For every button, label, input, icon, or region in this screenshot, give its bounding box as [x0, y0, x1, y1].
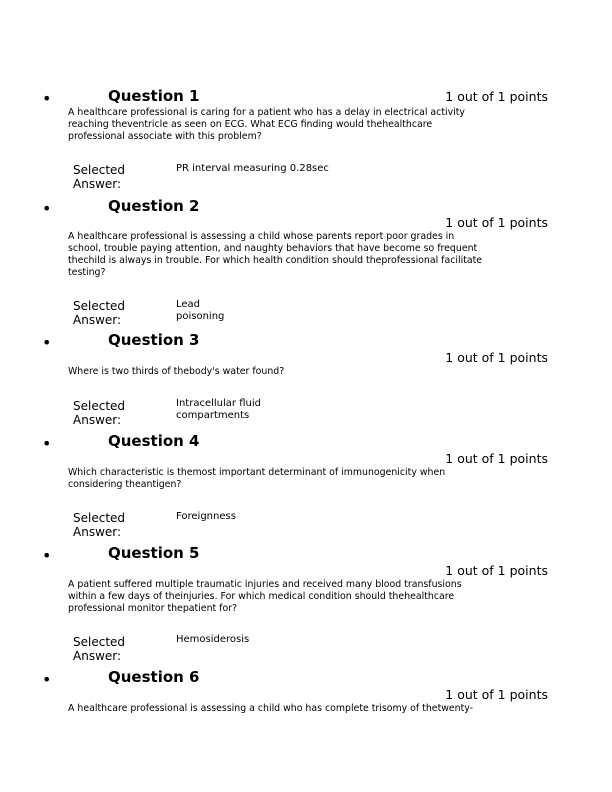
- question-points: 1 out of 1 points: [445, 215, 548, 230]
- question-points: 1 out of 1 points: [445, 89, 548, 104]
- bullet: •: [42, 546, 52, 565]
- bullet: •: [42, 89, 52, 108]
- question-text-line: testing?: [68, 267, 106, 278]
- question-title: Question 5: [108, 544, 200, 562]
- question-text: [68, 107, 518, 143]
- question-title: Question 3: [108, 331, 200, 349]
- bullet: •: [42, 333, 52, 352]
- question-title: Question 6: [108, 668, 200, 686]
- bullet: •: [42, 199, 52, 218]
- selected-answer-label: Selected Answer:: [73, 511, 126, 539]
- selected-answer: Hemosiderosis: [176, 634, 250, 645]
- question-points: 1 out of 1 points: [445, 350, 548, 365]
- question-text-line: A healthcare professional is assessing a child who has complete trisomy of thetwenty-: [68, 703, 474, 714]
- question-text: [68, 366, 518, 378]
- question-points: 1 out of 1 points: [445, 563, 548, 578]
- question-text-line: professional monitor thepatient for?: [68, 603, 238, 614]
- question-text: [68, 467, 518, 491]
- question-text-line: A healthcare professional is assessing a child whose parents report poor grades in: [68, 231, 455, 242]
- question-text-line: A healthcare professional is caring for a patient who has a delay in electrical activity: [68, 107, 465, 118]
- selected-answer-label: Selected Answer:: [73, 163, 126, 191]
- selected-answer: PR interval measuring 0.28sec: [176, 163, 329, 174]
- bullet: •: [42, 670, 52, 689]
- question-text-line: thechild is always in trouble. For which health condition should theprofessional facilitate: [68, 255, 483, 266]
- question-title: Question 4: [108, 432, 200, 450]
- question-text-line: A patient suffered multiple traumatic injuries and received many blood transfusions: [68, 579, 462, 590]
- selected-answer: Foreignness: [176, 511, 236, 522]
- question-text-line: Where is two thirds of thebody's water found?: [68, 366, 285, 377]
- selected-answer: Intracellular fluid compartments: [176, 398, 261, 421]
- question-text-line: school, trouble paying attention, and naughty behaviors that have become so frequent: [68, 243, 478, 254]
- question-text: [68, 231, 518, 279]
- question-title: Question 1: [108, 87, 200, 105]
- selected-answer-label: Selected Answer:: [73, 299, 126, 327]
- question-points: 1 out of 1 points: [445, 451, 548, 466]
- selected-answer-label: Selected Answer:: [73, 399, 126, 427]
- question-text-line: within a few days of theinjuries. For which medical condition should thehealthcare: [68, 591, 455, 602]
- question-text-line: reaching theventricle as seen on ECG. What ECG finding would thehealthcare: [68, 119, 433, 130]
- question-points: 1 out of 1 points: [445, 687, 548, 702]
- question-text: [68, 703, 518, 715]
- question-text: [68, 579, 518, 615]
- question-title: Question 2: [108, 197, 200, 215]
- question-text-line: considering theantigen?: [68, 479, 182, 490]
- question-text-line: Which characteristic is themost important determinant of immunogenicity when: [68, 467, 446, 478]
- selected-answer: Lead poisoning: [176, 299, 225, 322]
- question-text-line: professional associate with this problem?: [68, 131, 262, 142]
- selected-answer-label: Selected Answer:: [73, 635, 126, 663]
- bullet: •: [42, 434, 52, 453]
